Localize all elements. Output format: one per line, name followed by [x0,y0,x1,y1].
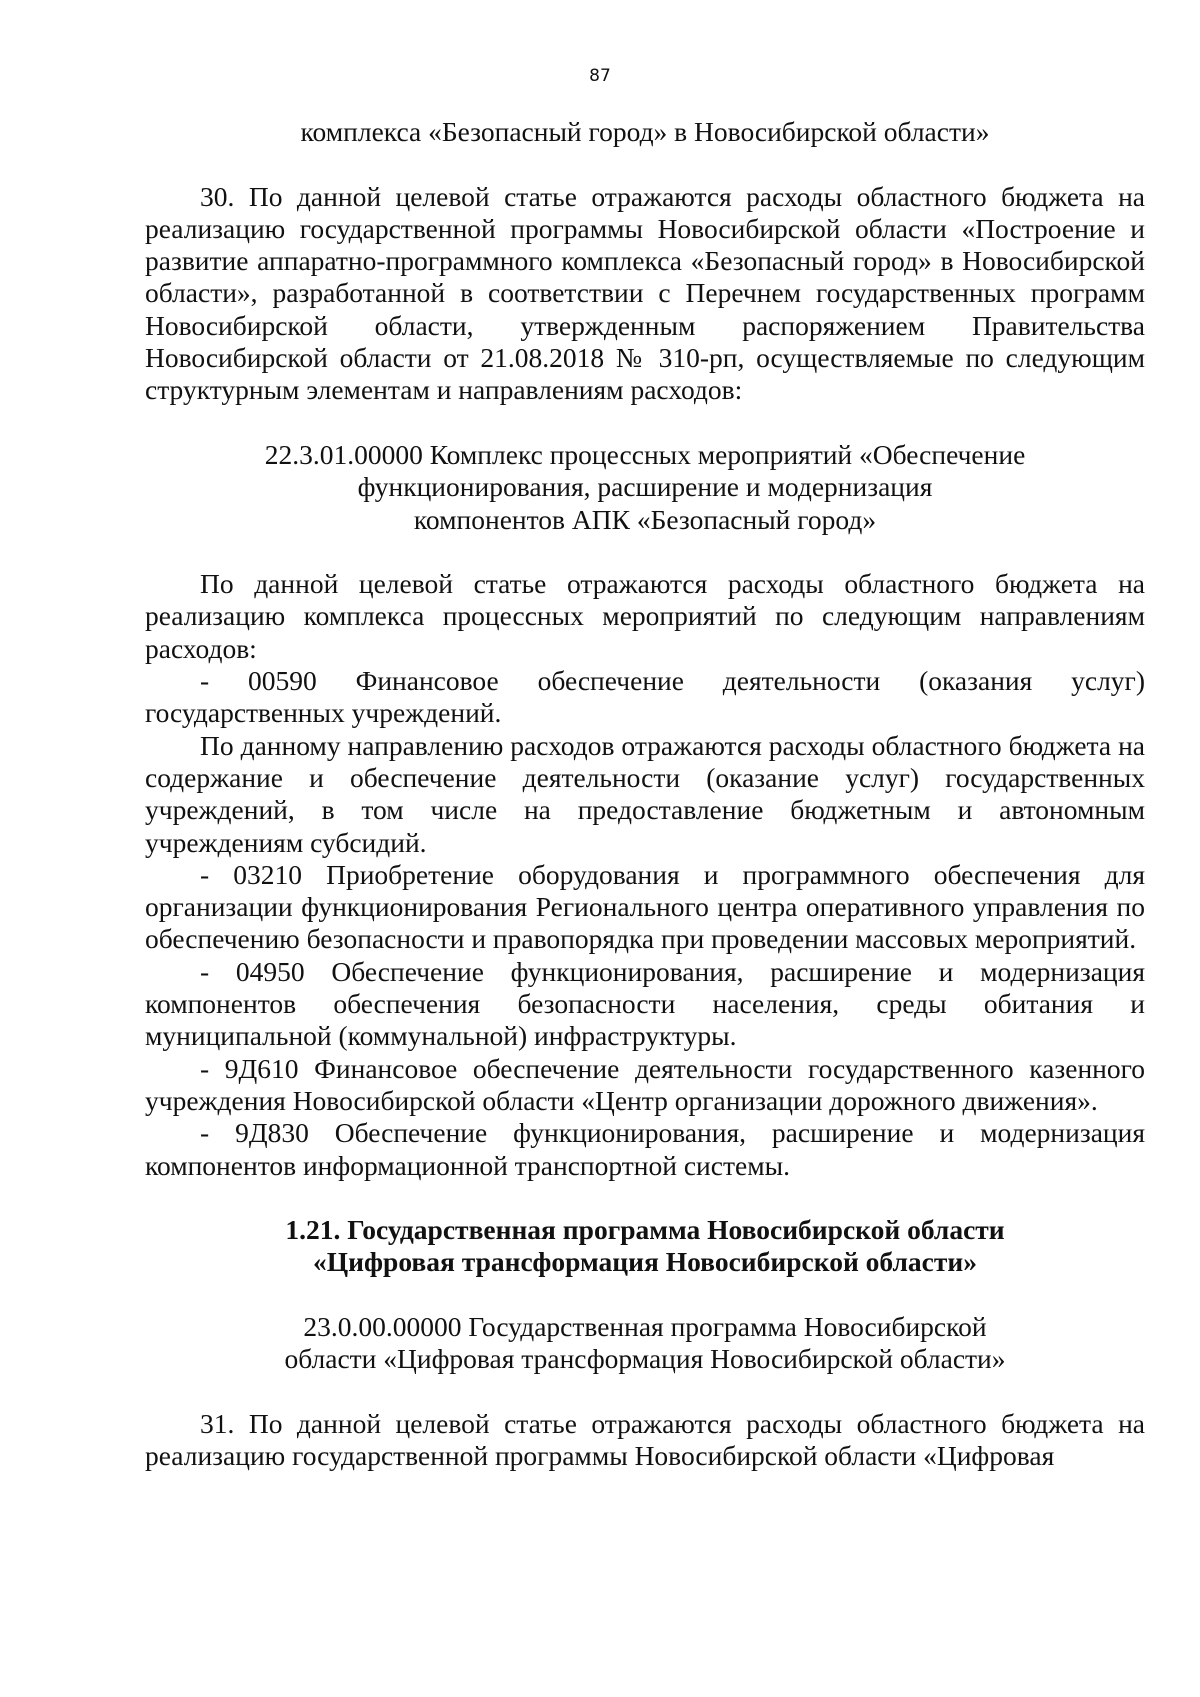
item-03210: - 03210 Приобретение оборудования и программного обеспечения для организации функционирования Регионального центра оперативного управления по обеспечению безопасности и правопорядка при проведении массовых мероприятий. [145,858,1145,955]
paragraph-30: 30. По данной целевой статье отражаются расходы областного бюджета на реализацию государственной программы Новосибирской области «Построение и развитие аппаратно-программного комплекса «Безопасный город» в Новосибирской области», разработанной в соответствии с Перечнем государственных программ Новосибирской области, утвержденным распоряжением Правительства Новосибирской области от 21.08.2018 № 310-рп, осуществляемые по следующим структурным элементам и направлениям расходов: [145,180,1145,406]
paragraph-intro: По данной целевой статье отражаются расходы областного бюджета на реализацию комплекса процессных мероприятий по следующим направлениям расходов: [145,568,1145,664]
continuation-heading: комплекса «Безопасный город» в Новосибирской области» [300,116,990,147]
subheading-23 [145,1311,1145,1376]
section-heading-1-21 [145,1214,1145,1279]
item-9d830: - 9Д830 Обеспечение функционирования, расширение и модернизация компонентов информационной транспортной системы. [145,1117,1145,1181]
subheading-22-line-2: функционирования, расширение и модернизация [357,471,933,503]
subheading-23-line-1: 23.0.00.00000 Государственная программа Новосибирской [303,1310,987,1342]
page-number: 87 [589,66,611,86]
subheading-22 [145,439,1145,536]
paragraph-31: 31. По данной целевой статье отражаются расходы областного бюджета на реализацию государственной программы Новосибирской области «Цифровая [145,1407,1145,1472]
item-00590: - 00590 Финансовое обеспечение деятельности (оказания услуг) государственных учреждений. [145,665,1145,729]
item-00590-description: По данному направлению расходов отражаются расходы областного бюджета на содержание и обеспечение деятельности (оказание услуг) государственных учреждений, в том числе на предоставление бюджетным и автономным учреждениям субсидий. [145,729,1145,858]
subheading-22-line-1: 22.3.01.00000 Комплекс процессных мероприятий «Обеспечение [264,438,1026,470]
item-04950: - 04950 Обеспечение функционирования, расширение и модернизация компонентов обеспечения безопасности населения, среды обитания и муниципальной (коммунальной) инфраструктуры. [145,955,1145,1052]
subheading-22-line-3: компонентов АПК «Безопасный город» [413,503,877,535]
section-heading-line-2: «Цифровая трансформация Новосибирской области» [313,1246,977,1278]
item-9d610: - 9Д610 Финансовое обеспечение деятельности государственного казенного учреждения Новосибирской области «Центр организации дорожного движения». [145,1052,1145,1116]
section-heading-line-1: 1.21. Государственная программа Новосибирской области [285,1214,1005,1246]
document-body [145,116,1145,1472]
subheading-23-line-2: области «Цифровая трансформация Новосибирской области» [284,1343,1006,1375]
